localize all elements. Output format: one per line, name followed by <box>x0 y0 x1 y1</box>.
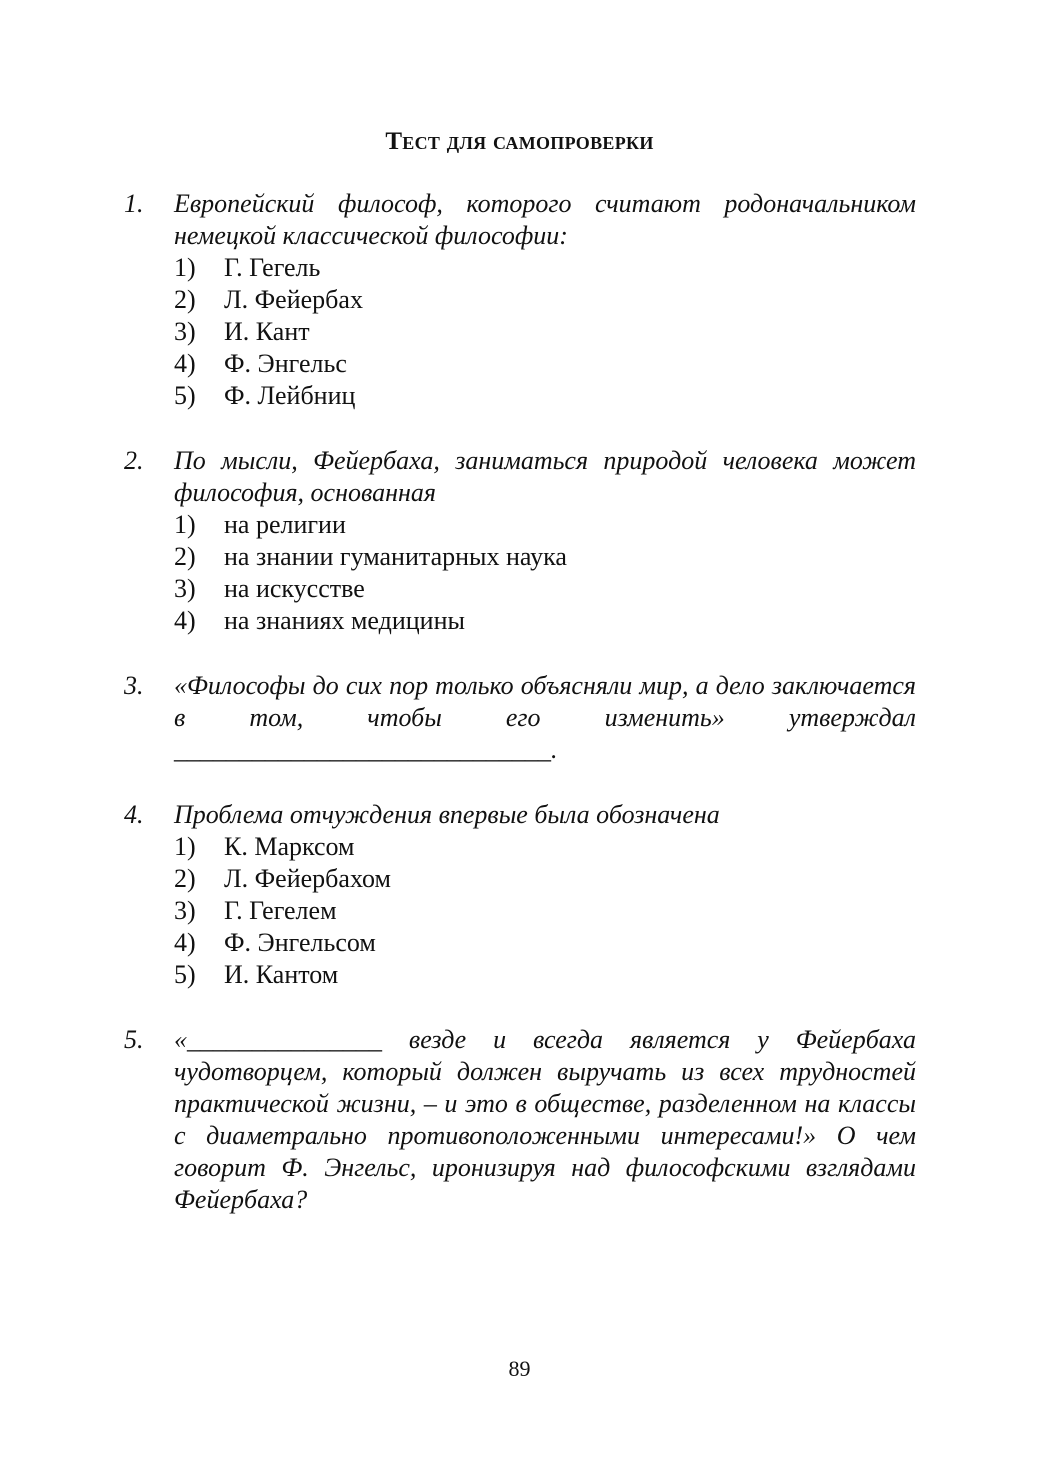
question-text: По мысли, Фейербаха, заниматься природой человека может философия, основанная <box>174 446 916 507</box>
option-label: Ф. Лейбниц <box>224 381 356 410</box>
question-number: 3. <box>124 671 144 700</box>
answer-option <box>174 380 916 412</box>
option-number: 4) <box>174 349 196 378</box>
page-title: Тест для самопроверки <box>385 128 654 155</box>
answer-options <box>174 831 916 991</box>
option-label: на искусстве <box>224 574 365 603</box>
question-number: 1. <box>124 189 144 218</box>
option-label: Г. Гегелем <box>224 896 337 925</box>
option-label: И. Кант <box>224 317 310 346</box>
option-number: 4) <box>174 606 196 635</box>
option-number: 2) <box>174 285 196 314</box>
option-number: 4) <box>174 928 196 957</box>
answer-options <box>174 252 916 412</box>
option-number: 1) <box>174 253 196 282</box>
answer-option <box>174 573 916 605</box>
question-4 <box>124 799 916 991</box>
answer-option <box>174 959 916 991</box>
question-number: 5. <box>124 1025 144 1054</box>
question-text: «Философы до сих пор только объясняли мир, а дело заключается в том, чтобы его изменить» утверждал <box>174 671 916 732</box>
option-number: 5) <box>174 960 196 989</box>
option-label: на религии <box>224 510 346 539</box>
option-number: 2) <box>174 542 196 571</box>
question-list <box>124 188 916 1249</box>
option-label: Г. Гегель <box>224 253 321 282</box>
question-text: Проблема отчуждения впервые была обозначена <box>174 800 720 829</box>
question-1 <box>124 188 916 412</box>
answer-option <box>174 927 916 959</box>
option-label: Л. Фейербахом <box>224 864 391 893</box>
answer-option <box>174 863 916 895</box>
option-number: 1) <box>174 510 196 539</box>
question-number: 2. <box>124 446 144 475</box>
option-number: 3) <box>174 896 196 925</box>
option-label: Ф. Энгельс <box>224 349 347 378</box>
answer-option <box>174 316 916 348</box>
answer-option <box>174 284 916 316</box>
question-text: Европейский философ, которого считают родоначальником немецкой классической философии: <box>174 189 916 250</box>
question-2 <box>124 445 916 637</box>
option-number: 2) <box>174 864 196 893</box>
question-3 <box>124 670 916 766</box>
answer-option <box>174 541 916 573</box>
option-label: Ф. Энгельсом <box>224 928 376 957</box>
answer-option <box>174 348 916 380</box>
answer-option <box>174 895 916 927</box>
answer-option <box>174 831 916 863</box>
question-5 <box>124 1024 916 1216</box>
answer-options <box>174 509 916 637</box>
option-label: К. Марксом <box>224 832 355 861</box>
question-number: 4. <box>124 800 144 829</box>
answer-option <box>174 605 916 637</box>
answer-option <box>174 252 916 284</box>
answer-option <box>174 509 916 541</box>
question-text: «_______________ везде и всегда является у Фейербаха чудотворцем, который должен выручать из всех трудностей практической жизни, – и это в обществе, разделенном на классы с диаметрально противоположенными интересами!» О чем говорит Ф. Энгельс, иронизируя над философскими взглядами Фейербаха? <box>174 1025 916 1214</box>
option-number: 1) <box>174 832 196 861</box>
option-number: 3) <box>174 574 196 603</box>
option-label: Л. Фейербах <box>224 285 363 314</box>
option-number: 3) <box>174 317 196 346</box>
option-label: на знании гуманитарных наука <box>224 542 567 571</box>
option-label: на знаниях медицины <box>224 606 465 635</box>
option-label: И. Кантом <box>224 960 339 989</box>
option-number: 5) <box>174 381 196 410</box>
answer-blank: _____________________________. <box>174 735 558 764</box>
page-number: 89 <box>508 1356 531 1381</box>
